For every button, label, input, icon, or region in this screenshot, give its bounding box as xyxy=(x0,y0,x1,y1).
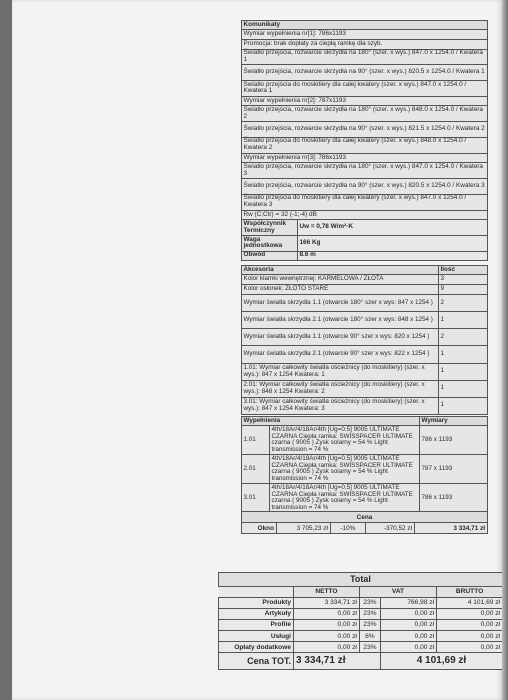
total-vat: 0,00 zł xyxy=(380,642,436,653)
total-row-label: Artykuły xyxy=(219,608,294,619)
accessory-qty: 1 xyxy=(439,312,488,329)
total-sum-brutto: 4 101,69 zł xyxy=(380,653,502,670)
total-brutto: 0,00 zł xyxy=(437,630,503,641)
accessory-qty: 1 xyxy=(439,363,488,380)
total-title: Total xyxy=(219,573,503,587)
accessory-qty: 3 xyxy=(439,275,488,285)
accessory-name: Kolor osłonek: ZŁOTO STARE xyxy=(242,285,439,295)
quantity-header: Ilość xyxy=(439,266,488,275)
komunikaty-header: Komunikaty xyxy=(242,21,488,30)
total-vat: 0,00 zł xyxy=(380,630,436,641)
glazing-dimensions: 786 x 1193 xyxy=(420,426,488,455)
brutto-header: BRUTTO xyxy=(437,586,503,597)
message-row: Światło przejścia, rozwarcie skrzydła na 90° (szer. x wys.) 820.5 x 1254.0 / Kwatera 1 xyxy=(242,65,488,81)
total-corner xyxy=(219,586,294,597)
glazing-code: 3.01 xyxy=(242,484,270,513)
total-sum-label: Cena TOT. xyxy=(219,653,294,670)
message-row: Wymiar wypełnienia nr[3]: 786x1193 xyxy=(242,153,488,163)
window-label: Okno xyxy=(242,523,277,534)
message-row: Wymiar wypełnienia nr[2]: 787x1193 xyxy=(242,96,488,106)
accessory-name: 3.01: Wymiar całkowity światła ościeżnicy (do moskitiery) (szer. x wys.): 847 x 1254 Kwatera: 3 xyxy=(242,397,439,414)
accessory-name: Wymiar światła skrzydła 2.1 (otwarcie 90° szer x wys: 822 x 1254 ) xyxy=(242,346,439,363)
total-vat-rate: 23% xyxy=(359,608,380,619)
document-page xyxy=(12,0,502,700)
accessory-name: Wymiar światła skrzydła 1.1 (otwarcie 180° szer x wys: 847 x 1254 ) xyxy=(242,295,439,312)
total-netto: 0,00 zł xyxy=(294,642,360,653)
accessory-qty: 2 xyxy=(439,329,488,346)
base-price: 3 705,23 zł xyxy=(277,523,331,534)
wypelnienia-header: Wypełnienia xyxy=(242,417,420,426)
accessory-name: Kolor klamki wewnętrznej: KARMELOWA / ZŁOTA xyxy=(242,275,439,285)
weight-label: Waga jednostkowa xyxy=(242,236,298,252)
message-row: Promocja: brak dopłaty za ciepłą ramkę dla szyb. xyxy=(242,39,488,49)
accessory-name: 2.01: Wymiar całkowity światła ościeżnicy (do moskitiery) (szer. x wys.): 848 x 1254 Kwatera: 2 xyxy=(242,380,439,397)
thermal-label: Współczynnik Termiczny xyxy=(242,220,298,236)
accessory-qty: 2 xyxy=(439,295,488,312)
total-row-label: Usługi xyxy=(219,630,294,641)
akcesoria-table xyxy=(241,265,488,415)
message-row: Wymiar wypełnienia nr[1]: 786x1193 xyxy=(242,29,488,39)
total-vat: 766,98 zł xyxy=(380,597,436,608)
accessory-qty: 9 xyxy=(439,285,488,295)
message-row: Światło przejścia, rozwarcie skrzydła na 180° (szer. x wys.) 847.0 x 1254.0 / Kwatera 1 xyxy=(242,49,488,65)
perimeter-value: 8.6 m xyxy=(298,251,488,260)
total-vat-rate: 23% xyxy=(359,642,380,653)
total-vat: 0,00 zł xyxy=(380,619,436,630)
total-brutto: 0,00 zł xyxy=(437,608,503,619)
netto-header: NETTO xyxy=(294,586,360,597)
weight-value: 166 Kg xyxy=(298,236,488,252)
cena-table xyxy=(241,511,488,534)
glazing-description: 4th/18Ar/4/18Ar/4th [Ug=0.5] 9005 ULTIMATE CZARNA Ciepła ramka: SWISSPACER ULTIMATE czarna ( 9005 ) Zysk solarny = 54 % Light transmission = 74 % xyxy=(270,484,420,513)
message-row: Rw (C;Ctr) = 32 (-1;-4) dB xyxy=(242,210,488,220)
accessory-name: Wymiar światła skrzydła 1.1 (otwarcie 90° szer x wys: 820 x 1254 ) xyxy=(242,329,439,346)
cena-header: Cena xyxy=(242,512,488,523)
accessory-qty: 1 xyxy=(439,346,488,363)
total-brutto: 4 101,69 zł xyxy=(437,597,503,608)
glazing-code: 1.01 xyxy=(242,426,270,455)
komunikaty-table xyxy=(241,20,488,261)
wypelnienia-table xyxy=(241,416,488,513)
total-vat-rate: 23% xyxy=(359,619,380,630)
total-netto: 0,00 zł xyxy=(294,619,360,630)
dimensions-header: Wymiary xyxy=(420,417,488,426)
akcesoria-header: Akcesoria xyxy=(242,266,439,275)
total-vat: 0,00 zł xyxy=(380,608,436,619)
total-netto: 0,00 zł xyxy=(294,630,360,641)
total-vat-rate: 23% xyxy=(359,597,380,608)
perimeter-label: Obwód xyxy=(242,251,298,260)
total-row-label: Profile xyxy=(219,619,294,630)
message-row: Światło przejścia, rozwarcie skrzydła na 90° (szer. x wys.) 820.5 x 1254.0 / Kwatera 3 xyxy=(242,179,488,195)
glazing-dimensions: 786 x 1193 xyxy=(420,484,488,513)
total-brutto: 0,00 zł xyxy=(437,619,503,630)
total-table xyxy=(218,572,503,670)
message-row: Światło przejścia, rozwarcie skrzydła na 90° (szer. x wys.) 821.5 x 1254.0 / Kwatera 2 xyxy=(242,122,488,138)
final-price: 3 334,71 zł xyxy=(415,523,488,534)
total-row-label: Produkty xyxy=(219,597,294,608)
discount-percent: -10% xyxy=(330,523,365,534)
message-row: Światło przejścia do moskitiery dla całej kwatery (szer. x wys.) 847.0 x 1254.0 / Kwatera 1 xyxy=(242,80,488,96)
message-row: Światło przejścia, rozwarcie skrzydła na 180° (szer. x wys.) 847.0 x 1254.0 / Kwatera 3 xyxy=(242,163,488,179)
glazing-dimensions: 787 x 1193 xyxy=(420,455,488,484)
total-sum-netto: 3 334,71 zł xyxy=(294,653,381,670)
accessory-name: 1.01: Wymiar całkowity światła ościeżnicy (do moskitiery) (szer. x wys.): 847 x 1254 Kwatera: 1 xyxy=(242,363,439,380)
glazing-description: 4th/18Ar/4/18Ar/4th [Ug=0.5] 9005 ULTIMATE CZARNA Ciepła ramka: SWISSPACER ULTIMATE czarna ( 9005 ) Zysk solarny = 54 % Light transmission = 74 % xyxy=(270,455,420,484)
total-brutto: 0,00 zł xyxy=(437,642,503,653)
message-row: Światło przejścia do moskitiery dla całej kwatery (szer. x wys.) 848.0 x 1254.0 / Kwatera 2 xyxy=(242,137,488,153)
discount-amount: -370,52 zł xyxy=(365,523,414,534)
vat-header: VAT xyxy=(359,586,436,597)
thermal-value: Uw = 0,78 W/m²·K xyxy=(298,220,488,236)
accessory-qty: 1 xyxy=(439,397,488,414)
total-vat-rate: 8% xyxy=(359,630,380,641)
accessory-name: Wymiar światła skrzydła 2.1 (otwarcie 180° szer x wys: 848 x 1254 ) xyxy=(242,312,439,329)
glazing-code: 2.01 xyxy=(242,455,270,484)
total-netto: 3 334,71 zł xyxy=(294,597,360,608)
total-row-label: Opłaty dodatkowe xyxy=(219,642,294,653)
accessory-qty: 1 xyxy=(439,380,488,397)
message-row: Światło przejścia, rozwarcie skrzydła na 180° (szer. x wys.) 848.0 x 1254.0 / Kwatera 2 xyxy=(242,106,488,122)
total-netto: 0,00 zł xyxy=(294,608,360,619)
message-row: Światło przejścia do moskitiery dla całej kwatery (szer. x wys.) 847.0 x 1254.0 / Kwatera 3 xyxy=(242,194,488,210)
glazing-description: 4th/18Ar/4/18Ar/4th [Ug=0.5] 9005 ULTIMATE CZARNA Ciepła ramka: SWISSPACER ULTIMATE czarna ( 9005 ) Zysk solarny = 54 % Light transmission = 74 % xyxy=(270,426,420,455)
